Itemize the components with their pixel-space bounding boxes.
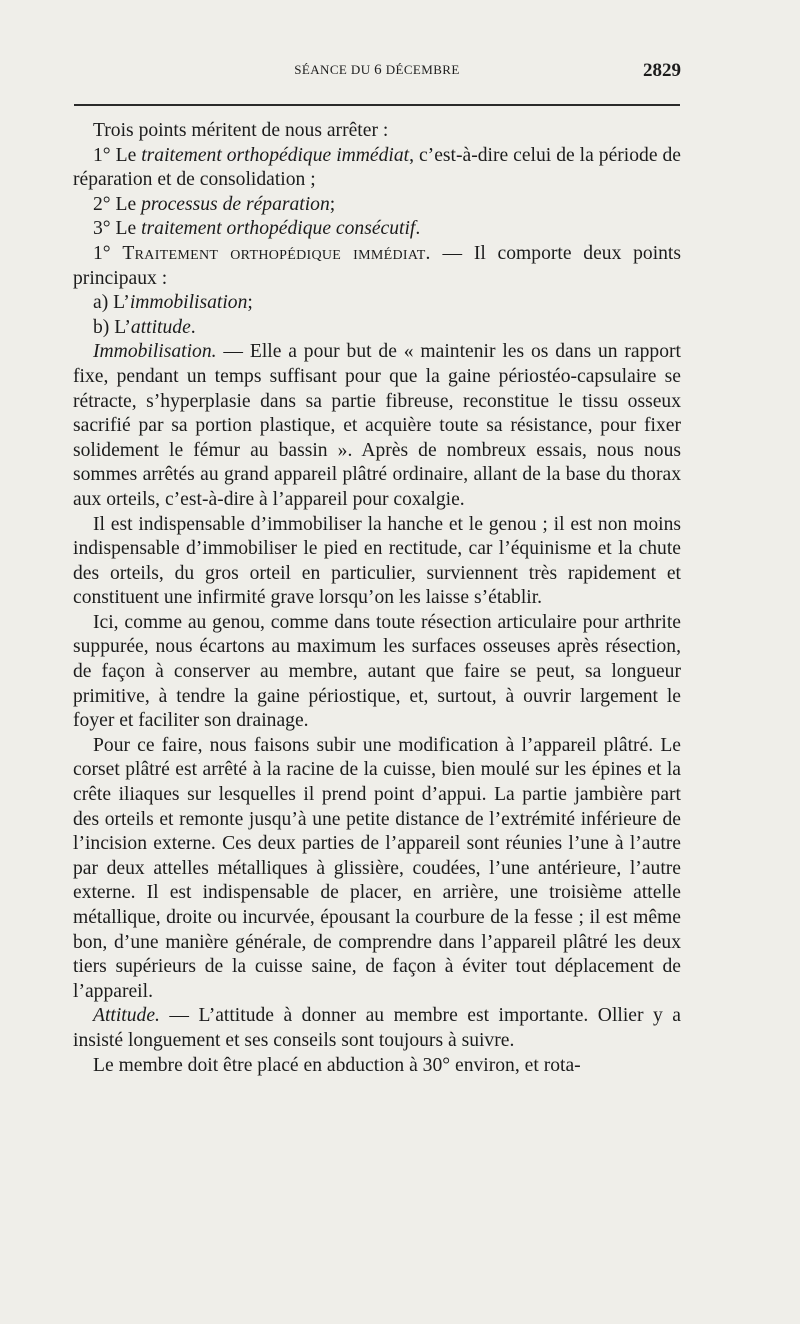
- paragraph: [73, 611, 681, 734]
- paragraph-text: .: [415, 218, 421, 240]
- list-item: [73, 193, 681, 218]
- list-item: [73, 144, 681, 193]
- emphasis: traitement orthopédique immédiat: [141, 144, 410, 166]
- running-title-month: DÉCEMBRE: [382, 62, 460, 77]
- paragraph-text: Trois points méritent de nous arrêter :: [93, 120, 389, 141]
- paragraph-text: Ici, comme au genou, comme dans toute résection articulaire pour arthrite suppurée, nous écartons au maximum les surfaces osseuses après résection, de façon à conserver au membre, autant que faire se peut, sa longueur primitive, à tendre la gaine périostique, et, surtout, à ouvrir largement le foyer et faciliter son drainage.: [73, 611, 681, 732]
- section-heading: Traitement orthopédique immédiat.: [122, 242, 431, 264]
- emphasis: attitude: [130, 316, 191, 338]
- emphasis: immobilisation: [129, 292, 248, 314]
- emphasis: traitement orthopédique consécutif: [141, 218, 416, 240]
- paragraph: [73, 1054, 681, 1079]
- section-heading-paragraph: [73, 242, 681, 291]
- paragraph-text: Il est indispensable d’immobiliser la hanche et le genou ; il est non moins indispensable d’immobiliser le pied en rectitude, car l’équinisme et la chute des orteils, du gros orteil en particulier, surviennent très rapidement et constituent une infirmité grave lorsqu’on les laisse s’établir.: [73, 513, 681, 609]
- paragraph: [73, 119, 681, 144]
- paragraph-text: ;: [247, 292, 253, 314]
- emphasis: processus de réparation: [141, 193, 330, 215]
- paragraph-text: Pour ce faire, nous faisons subir une modification à l’appareil plâtré. Le corset plâtré est arrêté à la racine de la cuisse, bien moulé sur les épines et la crête iliaques sur lesquelles il prend point d’appui. La partie jambière part des orteils et remonte jusqu’à une petite distance de l’extrémité inférieure de l’incision externe. Ces deux parties de l’appareil sont réunies l’une à l’autre par deux attelles métalliques à glissière, coudées, l’une antérieure, l’autre externe. Il est indispensable de placer, en arrière, une troisième attelle métallique, droite ou incurvée, épousant la courbure de la fesse ; il est même bon, d’une manière générale, de comprendre dans l’appareil plâtré les deux tiers supérieurs de la cuisse saine, de façon à éviter tout déplacement de l’appareil.: [73, 734, 681, 1002]
- paragraph: [73, 1004, 681, 1053]
- list-item: [73, 291, 681, 316]
- running-title-day: 6: [374, 62, 383, 78]
- paragraph-text: — Il comporte deux points principaux :: [73, 242, 682, 289]
- paragraph-text: ;: [329, 193, 336, 215]
- page-number: 2829: [643, 60, 681, 81]
- page-body: [73, 119, 681, 1078]
- page-header: [73, 62, 681, 90]
- running-title: [73, 62, 681, 79]
- list-number: 1° Le: [93, 144, 142, 166]
- paragraph: [73, 734, 681, 1005]
- list-number: 1°: [93, 242, 123, 264]
- list-letter: a) L’: [93, 292, 130, 314]
- paragraph-text: , c’est-à-dire celui de la période de réparation et de consolidation ;: [73, 144, 681, 191]
- list-number: 2° Le: [93, 193, 142, 215]
- subsection-heading: Immobilisation.: [93, 341, 217, 363]
- paragraph-text: — Elle a pour but de « maintenir les os dans un rapport fixe, pendant un temps suffisant pour que la gaine périostéo-capsulaire se rétracte, s’hyperplasie dans sa partie fibreuse, reconstitue le tissu osseux sacrifié par sa portion plastique, et acquière toute sa résistance, pour fixer solidement le fémur au bassin ». Après de nombreux essais, nous nous sommes arrêtés au grand appareil plâtré ordinaire, allant de la base du thorax aux orteils, c’est-à-dire à l’appareil pour coxalgie.: [73, 341, 681, 510]
- list-number: 3° Le: [93, 218, 142, 240]
- running-title-prefix: SÉANCE DU: [294, 62, 375, 77]
- list-item: [73, 316, 681, 341]
- paragraph: [73, 513, 681, 611]
- paragraph-text: — L’attitude à donner au membre est importante. Ollier y a insisté longuement et ses conseils sont toujours à suivre.: [73, 1005, 681, 1051]
- header-rule: [74, 104, 680, 106]
- paragraph-text: .: [190, 316, 196, 338]
- list-letter: b) L’: [93, 316, 131, 338]
- subsection-heading: Attitude.: [93, 1005, 160, 1027]
- paragraph-text: Le membre doit être placé en abduction à 30° environ, et rota-: [93, 1054, 581, 1076]
- list-item: [73, 217, 681, 242]
- paragraph: [73, 340, 681, 512]
